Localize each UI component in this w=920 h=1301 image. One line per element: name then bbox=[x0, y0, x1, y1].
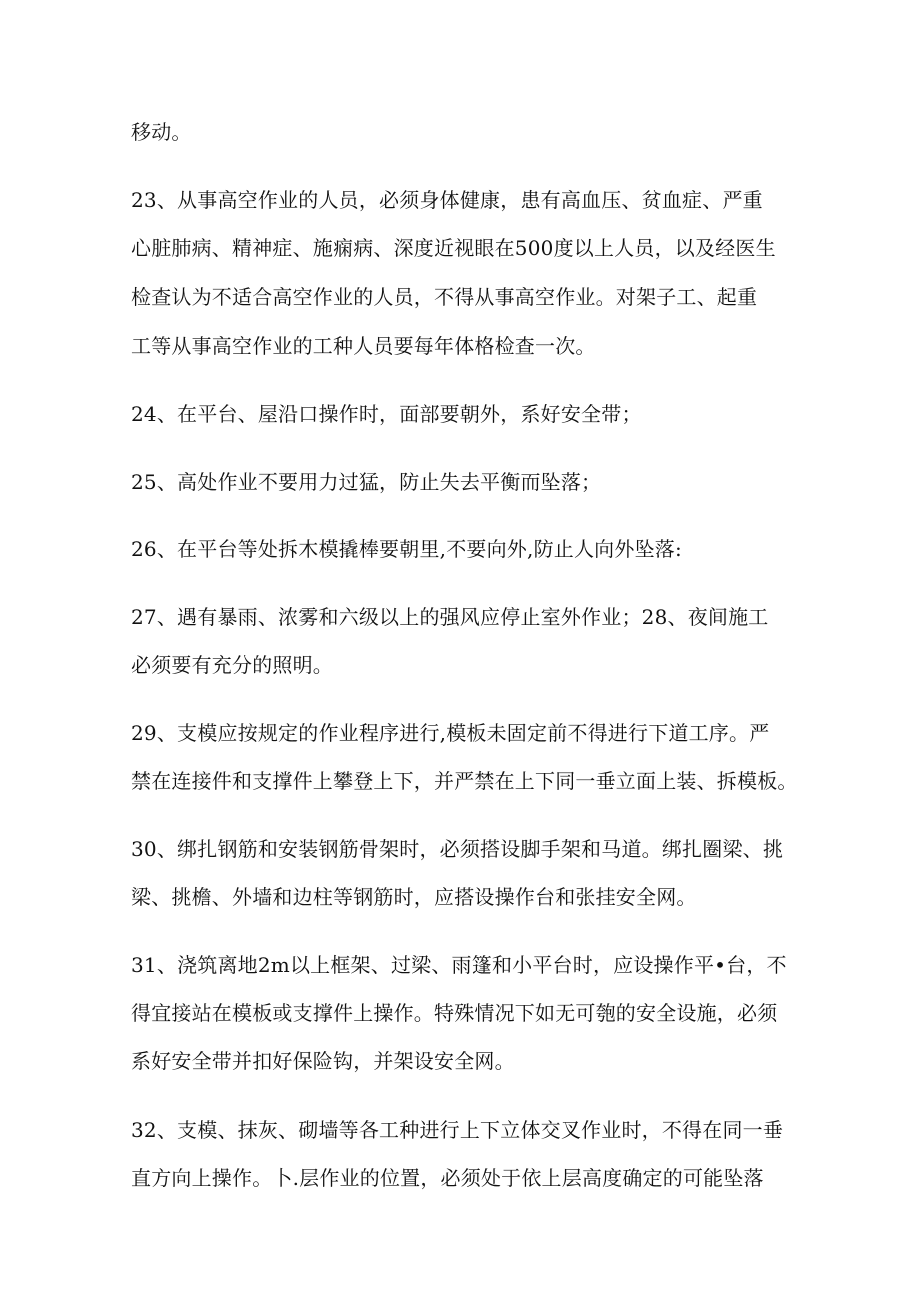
text-line: 24、在平台、屋沿口操作时，面部要朝外，系好安全带； bbox=[131, 402, 642, 426]
text-line: 26、在平台等处拆木模撬棒要朝里,不要向外,防止人向外坠落: bbox=[131, 537, 682, 561]
text-line: 31、浇筑离地2m以上框架、过梁、雨篷和小平台时，应设操作平•台，不 bbox=[131, 953, 787, 977]
text-line: 系好安全带并扣好保险钩，并架设安全网。 bbox=[131, 1049, 515, 1073]
text-line: 心脏肺病、精神症、施痫病、深度近视眼在500度以上人员，以及经医生 bbox=[131, 236, 776, 260]
text-line: 25、高处作业不要用力过猛，防止失去平衡而坠落； bbox=[131, 470, 602, 494]
text-line: 移动。 bbox=[131, 120, 192, 144]
text-line: 得宜接站在模板或支撑件上操作。特殊情况下如无可匏的安全设施，必须 bbox=[131, 1001, 778, 1025]
text-line: 23、从事高空作业的人员，必须身体健康，患有高血压、贫血症、严重 bbox=[131, 188, 763, 212]
text-line: 30、绑扎钢筋和安装钢筋骨架时，必须搭设脚手架和马道。绑扎圈梁、挑 bbox=[131, 837, 784, 861]
text-line: 工等从事高空作业的工种人员要每年体格检查一次。 bbox=[131, 334, 596, 358]
text-line: 直方向上操作。卜.层作业的位置，必须处于依上层高度确定的可能坠落 bbox=[131, 1166, 764, 1190]
text-line: 检查认为不适合高空作业的人员，不得从事高空作业。对架子工、起重 bbox=[131, 285, 758, 309]
text-line: 27、遇有暴雨、浓雾和六级以上的强风应停止室外作业；28、夜间施工 bbox=[131, 605, 769, 629]
text-line: 必须要有充分的照明。 bbox=[131, 653, 333, 677]
text-line: 29、支模应按规定的作业程序进行,模板未固定前不得进行下道工序。严 bbox=[131, 721, 770, 745]
text-line: 禁在连接件和支撑件上攀登上下，并严禁在上下同一垂立面上装、拆模板。 bbox=[131, 769, 798, 793]
text-line: 32、支模、抹灰、砌墙等各工种进行上下立体交叉作业时，不得在同一垂 bbox=[131, 1118, 784, 1142]
text-line: 梁、挑檐、外墙和边柱等钢筋时，应搭设操作台和张挂安全网。 bbox=[131, 885, 697, 909]
